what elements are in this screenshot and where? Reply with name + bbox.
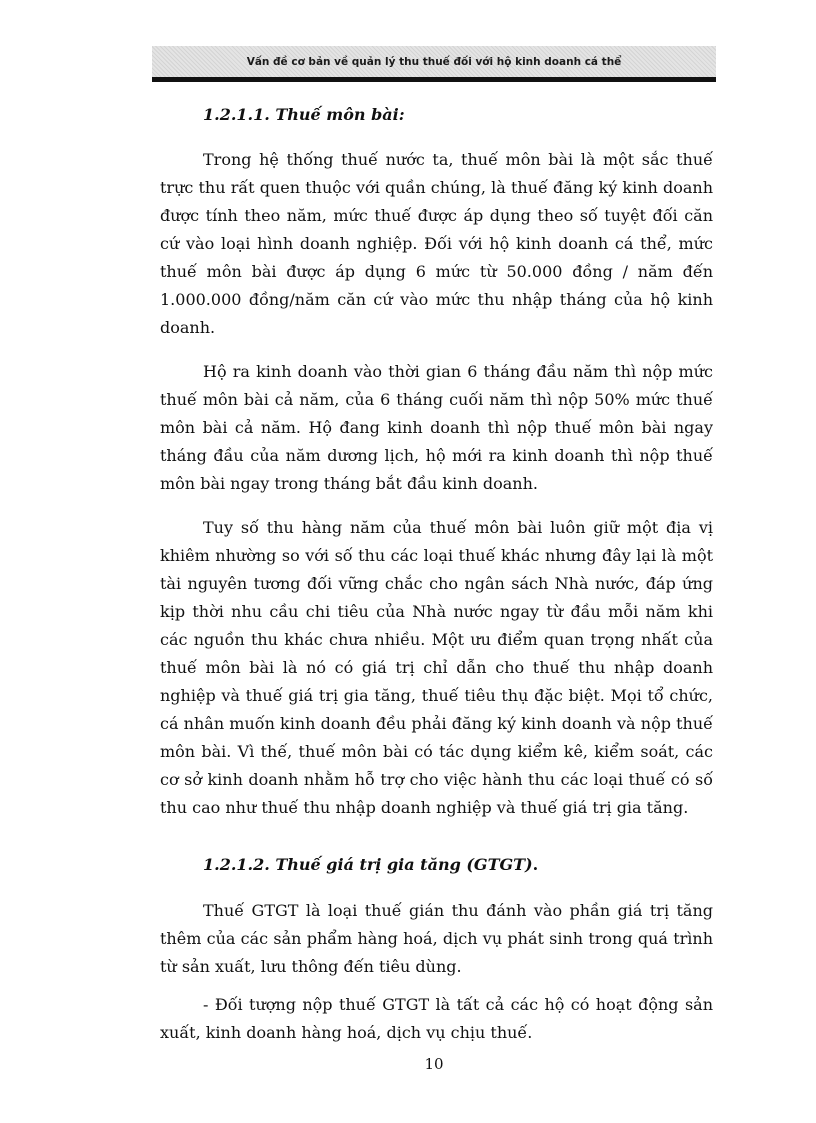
paragraph: Tuy số thu hàng năm của thuế môn bài luôn giữ một địa vị khiêm nhường so với số thu các loại thuế khác nhưng đây lại là một tài nguyên tương đối vững chắc cho ngân sách Nhà nước, đáp ứng kịp thời nhu cầu chi tiêu của Nhà nước ngay từ đầu mỗi năm khi các nguồn thu khác chưa nhiều. Một ưu điểm quan trọng nhất của thuế môn bài là nó có giá trị chỉ dẫn cho thuế thu nhập doanh nghiệp và thuế giá trị gia tăng, thuế tiêu thụ đặc biệt. Mọi tổ chức, cá nhân muốn kinh doanh đều phải đăng ký kinh doanh và nộp thuế môn bài. Vì thế, thuế môn bài có tác dụng kiểm kê, kiểm soát, các cơ sở kinh doanh nhằm hỗ trợ cho việc hành thu các loại thuế có số thu cao như thuế thu nhập doanh nghiệp và thuế giá trị gia tăng. bbox=[160, 518, 713, 817]
running-header-title: Vấn đề cơ bản về quản lý thu thuế đối với hộ kinh doanh cá thể bbox=[246, 55, 622, 68]
running-header bbox=[152, 46, 716, 77]
section-heading-gtgt bbox=[160, 853, 713, 877]
section-heading-gtgt-text: 1.2.1.2. Thuế giá trị gia tăng (GTGT) bbox=[203, 855, 533, 874]
page-content bbox=[160, 103, 713, 1047]
page-number: 10 bbox=[424, 1055, 444, 1073]
paragraph: Thuế GTGT là loại thuế gián thu đánh vào phần giá trị tăng thêm của các sản phẩm hàng hoá, dịch vụ phát sinh trong quá trình từ sản xuất, lưu thông đến tiêu dùng. bbox=[160, 901, 713, 976]
paragraph: Hộ ra kinh doanh vào thời gian 6 tháng đầu năm thì nộp mức thuế môn bài cả năm, của 6 tháng cuối năm thì nộp 50% mức thuế môn bài cả năm. Hộ đang kinh doanh thì nộp thuế môn bài ngay tháng đầu của năm dương lịch, hộ mới ra kinh doanh thì nộp thuế môn bài ngay trong tháng bắt đầu kinh doanh. bbox=[160, 362, 713, 493]
paragraph: - Đối tượng nộp thuế GTGT là tất cả các hộ có hoạt động sản xuất, kinh doanh hàng hoá, dịch vụ chịu thuế. bbox=[160, 995, 713, 1042]
header-rule bbox=[152, 77, 716, 82]
section-heading-mon-bai: 1.2.1.1. Thuế môn bài: bbox=[203, 105, 405, 124]
paragraph: Trong hệ thống thuế nước ta, thuế môn bài là một sắc thuế trực thu rất quen thuộc với quần chúng, là thuế đăng ký kinh doanh được tính theo năm, mức thuế được áp dụng theo số tuyệt đối căn cứ vào loại hình doanh nghiệp. Đối với hộ kinh doanh cá thể, mức thuế môn bài được áp dụng 6 mức từ 50.000 đồng / năm đến 1.000.000 đồng/năm căn cứ vào mức thu nhập tháng của hộ kinh doanh. bbox=[160, 150, 713, 337]
section-heading-gtgt-suffix: . bbox=[532, 855, 539, 874]
